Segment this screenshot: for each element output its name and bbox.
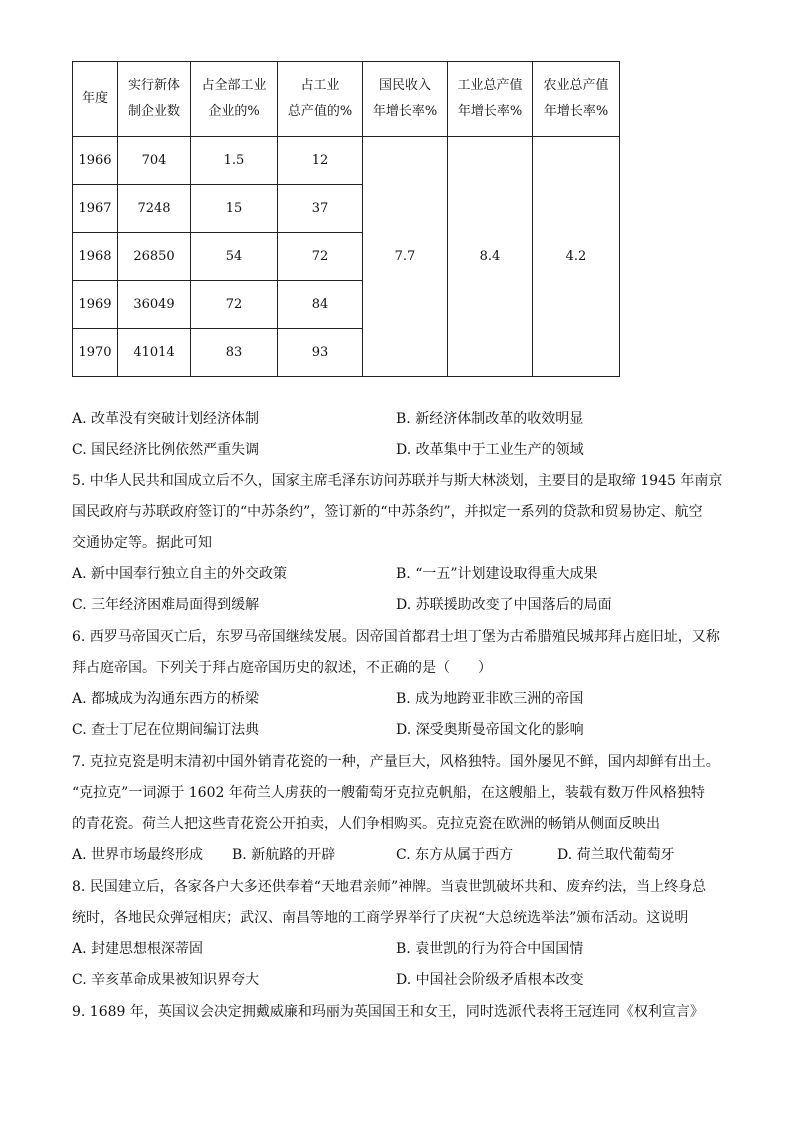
q5-stem-line-2: 国民政府与苏联政府签订的“中苏条约”，签订新的“中苏条约”，并拟定一系列的贷款和贸易协定、航空 <box>72 504 703 520</box>
q4-options-row-2 <box>72 439 732 459</box>
q6-options-row-2 <box>72 719 732 739</box>
q6-option-c[interactable]: C. 查士丁尼在位期间编订法典 <box>72 722 260 738</box>
header-national-income: 国民收入 年增长率% <box>363 62 448 137</box>
q5-options-row-2 <box>72 594 732 614</box>
table-row <box>73 137 620 185</box>
cell-count: 704 <box>118 137 191 185</box>
cell-year: 1970 <box>73 329 118 377</box>
header-industrial-growth: 工业总产值 年增长率% <box>448 62 533 137</box>
q6-option-d[interactable]: D. 深受奥斯曼帝国文化的影响 <box>396 722 584 738</box>
cell-share-enterprises: 1.5 <box>191 137 278 185</box>
q5-option-a[interactable]: A. 新中国奉行独立自主的外交政策 <box>72 566 288 582</box>
q5-option-b[interactable]: B. “一五”计划建设取得重大成果 <box>396 566 598 582</box>
q6-option-a[interactable]: A. 都城成为沟通东西方的桥梁 <box>72 691 260 707</box>
reform-statistics-table <box>72 61 620 377</box>
cell-share-enterprises: 15 <box>191 185 278 233</box>
q8-option-b[interactable]: B. 袁世凯的行为符合中国国情 <box>396 941 584 957</box>
q7-option-b[interactable]: B. 新航路的开辟 <box>232 847 336 863</box>
table-header-row <box>73 62 620 137</box>
cell-year: 1969 <box>73 281 118 329</box>
header-enterprise-count: 实行新体 制企业数 <box>118 62 191 137</box>
cell-share-enterprises: 54 <box>191 233 278 281</box>
header-agricultural-growth: 农业总产值 年增长率% <box>533 62 620 137</box>
q4-option-b[interactable]: B. 新经济体制改革的收效明显 <box>396 411 584 427</box>
cell-year: 1967 <box>73 185 118 233</box>
cell-share-output: 72 <box>278 233 363 281</box>
header-year: 年度 <box>73 62 118 137</box>
q5-stem-line-3: 交通协定等。据此可知 <box>72 535 212 551</box>
q7-option-a[interactable]: A. 世界市场最终形成 <box>72 847 204 863</box>
cell-share-output: 12 <box>278 137 363 185</box>
q8-stem-line-2: 统时，各地民众弹冠相庆；武汉、南昌等地的工商学界举行了庆祝“大总统选举法”颁布活动。这说明 <box>72 910 689 926</box>
q6-option-b[interactable]: B. 成为地跨亚非欧三洲的帝国 <box>396 691 584 707</box>
cell-count: 7248 <box>118 185 191 233</box>
cell-share-output: 37 <box>278 185 363 233</box>
q7-stem-line-3: 的青花瓷。荷兰人把这些青花瓷公开拍卖，人们争相购买。克拉克瓷在欧洲的畅销从侧面反映出 <box>72 816 660 832</box>
q5-stem-line-1: 5. 中华人民共和国成立后不久，国家主席毛泽东访问苏联并与斯大林淡划，主要目的是取缔 1945 年南京 <box>72 473 723 489</box>
q8-option-d[interactable]: D. 中国社会阶级矛盾根本改变 <box>396 972 584 988</box>
q7-option-c[interactable]: C. 东方从属于西方 <box>396 847 514 863</box>
q7-stem-line-2: “克拉克”一词源于 1602 年荷兰人虏获的一艘葡萄牙克拉克帆船，在这艘船上，装载有数万件风格独特 <box>72 785 705 801</box>
cell-national-income-growth: 7.7 <box>363 137 448 377</box>
q5-option-c[interactable]: C. 三年经济困难局面得到缓解 <box>72 597 260 613</box>
q4-option-c[interactable]: C. 国民经济比例依然严重失调 <box>72 442 260 458</box>
q7-options-row <box>72 844 732 864</box>
q8-options-row-2 <box>72 969 732 989</box>
q8-stem-line-1: 8. 民国建立后，各家各户大多还供奉着“天地君亲师”神牌。当袁世凯破坏共和、废弃约法，当上终身总 <box>72 879 707 895</box>
q4-option-d[interactable]: D. 改革集中于工业生产的领域 <box>396 442 584 458</box>
q5-option-d[interactable]: D. 苏联援助改变了中国落后的局面 <box>396 597 612 613</box>
cell-count: 41014 <box>118 329 191 377</box>
cell-year: 1968 <box>73 233 118 281</box>
q6-stem-line-2: 拜占庭帝国。下列关于拜占庭帝国历史的叙述，不正确的是（ ） <box>72 660 492 676</box>
q4-options-row-1 <box>72 408 732 428</box>
cell-agricultural-growth: 4.2 <box>533 137 620 377</box>
q8-option-a[interactable]: A. 封建思想根深蒂固 <box>72 941 204 957</box>
q7-stem-line-1: 7. 克拉克瓷是明末清初中国外销青花瓷的一种，产量巨大，风格独特。国外屡见不鲜，国内却鲜有出土。 <box>72 754 720 770</box>
q9-stem-line-1: 9. 1689 年，英国议会决定拥戴威廉和玛丽为英国国王和女王，同时选派代表将王冠连同《权利宣言》 <box>72 1004 704 1020</box>
q7-option-d[interactable]: D. 荷兰取代葡萄牙 <box>557 847 675 863</box>
header-share-enterprises: 占全部工业 企业的% <box>191 62 278 137</box>
q6-stem-line-1: 6. 西罗马帝国灭亡后，东罗马帝国继续发展。因帝国首都君士坦丁堡为古希腊殖民城邦拜占庭旧址，又称 <box>72 629 720 645</box>
q5-options-row-1 <box>72 563 732 583</box>
cell-count: 26850 <box>118 233 191 281</box>
cell-share-output: 84 <box>278 281 363 329</box>
q8-options-row-1 <box>72 938 732 958</box>
q6-options-row-1 <box>72 688 732 708</box>
cell-industrial-growth: 8.4 <box>448 137 533 377</box>
header-share-output: 占工业 总产值的% <box>278 62 363 137</box>
cell-share-output: 93 <box>278 329 363 377</box>
cell-share-enterprises: 83 <box>191 329 278 377</box>
q4-option-a[interactable]: A. 改革没有突破计划经济体制 <box>72 411 260 427</box>
cell-share-enterprises: 72 <box>191 281 278 329</box>
q8-option-c[interactable]: C. 辛亥革命成果被知识界夸大 <box>72 972 260 988</box>
cell-year: 1966 <box>73 137 118 185</box>
cell-count: 36049 <box>118 281 191 329</box>
